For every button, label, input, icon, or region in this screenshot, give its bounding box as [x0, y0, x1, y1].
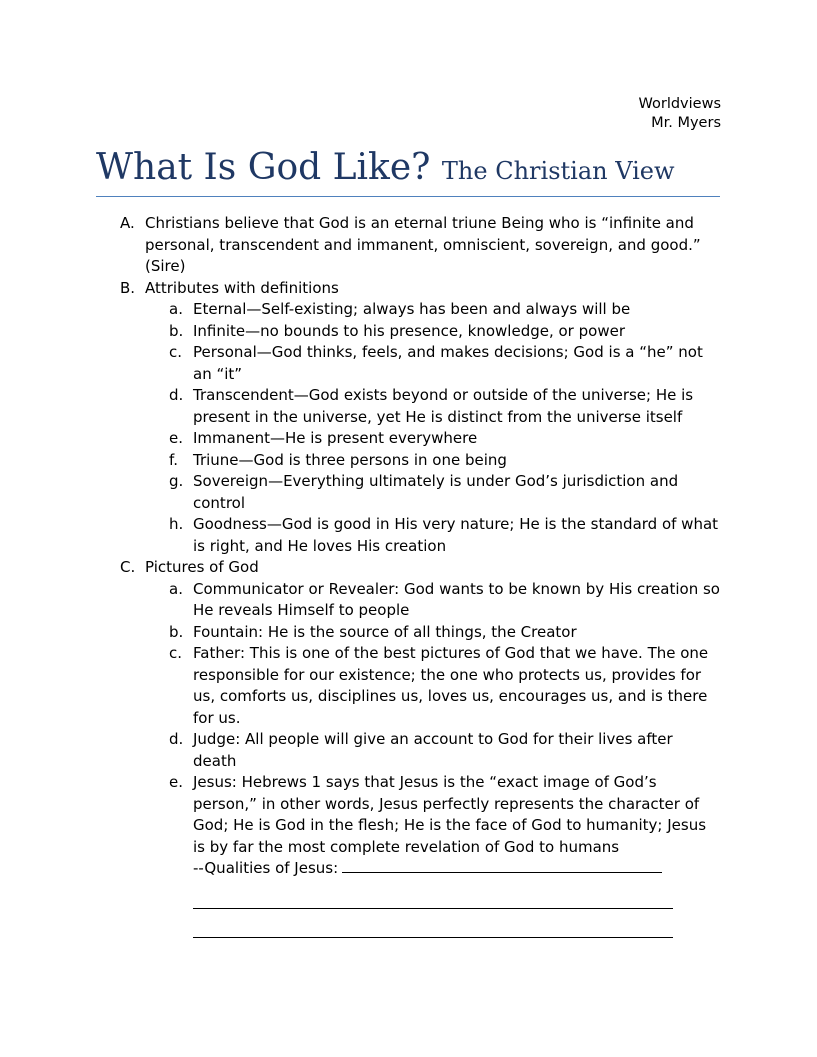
item-marker: d. — [169, 386, 184, 404]
list-item — [96, 450, 720, 472]
section-marker: B. — [120, 278, 136, 297]
list-item — [96, 471, 720, 514]
qualities-label: --Qualities of Jesus: — [193, 859, 339, 877]
list-item — [96, 299, 720, 321]
item-text: Infinite—no bounds to his presence, knowledge, or power — [193, 321, 625, 340]
title-main: What Is God Like? — [96, 147, 431, 188]
title-subtitle: The Christian View — [441, 157, 675, 185]
list-item — [96, 514, 720, 557]
section-text: Christians believe that God is an eternal triune Being who is “infinite and personal, transcendent and immanent, omniscient, sovereign, and good.” (Sire) — [145, 214, 701, 275]
item-marker: b. — [169, 321, 184, 340]
item-text: Immanent—He is present everywhere — [193, 429, 478, 447]
item-text: Communicator or Revealer: God wants to be known by His creation so He reveals Himself to people — [193, 579, 720, 619]
page-title — [96, 146, 720, 193]
item-marker: h. — [169, 515, 184, 533]
list-item — [96, 321, 720, 343]
qualities-blank-line[interactable] — [342, 858, 662, 873]
list-item — [96, 385, 720, 428]
section-text: Attributes with definitions — [145, 278, 339, 297]
qualities-row — [193, 858, 720, 880]
item-text: Triune—God is three persons in one being — [193, 450, 507, 469]
list-item — [96, 579, 720, 622]
item-text: Goodness—God is good in His very nature; He is the standard of what is right, and He loves His creation — [193, 515, 719, 555]
list-item — [96, 342, 720, 385]
item-marker: e. — [169, 773, 183, 791]
item-marker: f. — [169, 450, 178, 469]
list-item — [96, 643, 720, 729]
list-item — [96, 729, 720, 772]
teacher-name: Mr. Myers — [651, 114, 721, 131]
item-text: Judge: All people will give an account to God for their lives after death — [193, 730, 673, 770]
item-marker: g. — [169, 472, 184, 490]
outline-list — [96, 213, 720, 938]
item-text: Sovereign—Everything ultimately is under God’s jurisdiction and control — [193, 472, 679, 512]
item-text: Eternal—Self-existing; always has been and always will be — [193, 300, 631, 318]
item-text: Jesus: Hebrews 1 says that Jesus is the “exact image of God’s person,” in other words, Jesus perfectly represents the character of God; He is God in the flesh; He is the face of God to humanity; Jesus is by far the most complete revelation of God to humans — [193, 773, 707, 856]
item-text: Father: This is one of the best pictures of God that we have. The one responsible for our existence; the one who protects us, provides for us, comforts us, disciplines us, loves us, encourages us, and is there for us. — [193, 644, 709, 727]
item-marker: b. — [169, 622, 184, 641]
section-marker: C. — [120, 558, 136, 576]
item-text: Transcendent—God exists beyond or outside of the universe; He is present in the universe, yet He is distinct from the universe itself — [193, 386, 694, 426]
outline — [96, 213, 720, 938]
item-marker: e. — [169, 429, 183, 447]
section-b — [96, 278, 720, 558]
item-text: Fountain: He is the source of all things, the Creator — [193, 622, 577, 641]
section-a — [96, 213, 720, 278]
section-text: Pictures of God — [145, 558, 259, 576]
item-marker: d. — [169, 730, 184, 748]
item-marker: a. — [169, 300, 183, 318]
item-marker: c. — [169, 644, 183, 662]
course-name: Worldviews — [638, 96, 721, 112]
blank-line[interactable] — [193, 880, 673, 909]
attributes-list — [96, 299, 720, 557]
title-block — [96, 146, 720, 197]
list-item — [96, 622, 720, 644]
blank-line[interactable] — [193, 909, 673, 938]
pictures-list — [96, 579, 720, 938]
item-text: Personal—God thinks, feels, and makes decisions; God is a “he” not an “it” — [193, 343, 703, 383]
list-item — [96, 428, 720, 450]
section-marker: A. — [120, 214, 135, 232]
document-header — [639, 95, 722, 132]
item-marker: c. — [169, 343, 183, 361]
section-c — [96, 557, 720, 938]
item-marker: a. — [169, 579, 183, 598]
list-item — [96, 772, 720, 938]
